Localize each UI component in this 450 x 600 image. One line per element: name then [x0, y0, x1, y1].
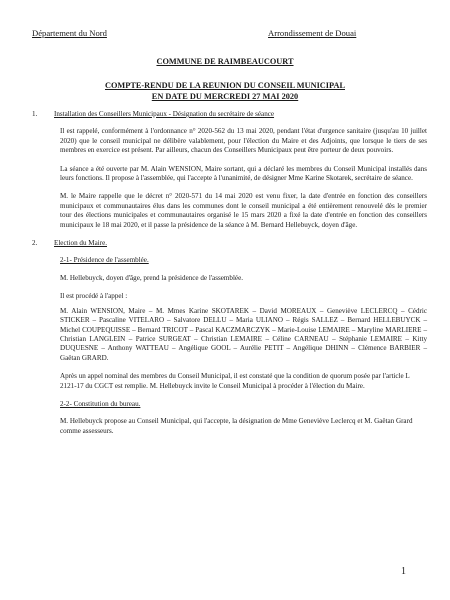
roll-call-names: M. Alain WENSION, Maire – M. Mmes Karine SKOTAREK – David MOREAUX – Geneviève LECLERCQ – Cédric STICKER – Pascaline VITELARO – Salvatore DELLU – Maria ULIANO – Régis SALLEZ – Bernard HELLEBUYCK – Michel COUPEQUISSE – Bernard TRICOT – Pascal KACZMARCZYK – Marie-Louise LEMAIRE – Maryline MARLIERE – Christian LANGLEIN – Patrice SURGEAT – Christian LEMAIRE – Céline CARNEAU – Stéphanie LEMAIRE – Kitty DUQUESNE – Anthony WATTEAU – Angélique GOOL – Aurélie PETIT – Angélique DHINN – Clémence BARBIER – Gaëtan GRARD.	[60, 306, 427, 362]
section-number: 2.	[32, 239, 38, 248]
subsection-title: 2-2- Constitution du bureau.	[60, 399, 141, 408]
section-2-heading	[32, 239, 427, 248]
document-titles	[0, 56, 450, 102]
header-department: Département du Nord	[32, 28, 107, 38]
section-1-heading	[32, 110, 427, 119]
paragraph: Après un appel nominal des membres du Conseil Municipal, il est constaté que la condition de quorum posée par l'article L 2121-17 du CGCT est remplie. M. Hellebuyck invite le Conseil Municipal à procéder à l'élection du Maire.	[60, 372, 410, 390]
section-title: Installation des Conseillers Municipaux - Désignation du secrétaire de séance	[54, 110, 275, 118]
report-title-line1: COMPTE-RENDU DE LA REUNION DU CONSEIL MUNICIPAL	[104, 81, 345, 90]
paragraph: Il est rappelé, conformément à l'ordonnance n° 2020-562 du 13 mai 2020, pendant l'état d'urgence sanitaire (jusqu'au 10 juillet 2020) que le conseil municipal ne délibère valablement, pour l'élection du Maire et des Adjoints, que lorsque le tiers de ses membres en exercice est présent. Par ailleurs, chacun des Conseillers Municipaux peut être porteur de deux pouvoirs.	[60, 127, 427, 155]
paragraph: M. le Maire rappelle que le décret n° 2020-571 du 14 mai 2020 est venu fixer, la date d'entrée en fonction des conseillers municipaux et communautaires élus dans les communes dont le conseil municipal a été entièrement renouvelé dès le premier tour des élections municipales et communautaires organisé le 15 mars 2020 a fixé la date d'entrée en fonction des conseillers municipaux le 18 mai 2020, et il passe la présidence de la séance à M. Bernard Hellebuyck, doyen d'âge.	[60, 192, 427, 229]
header-arrondissement: Arrondissement de Douai	[268, 28, 357, 38]
section-number: 1.	[32, 110, 38, 118]
page-number: 1	[401, 566, 406, 577]
roll-call	[60, 292, 427, 363]
section-title: Election du Maire.	[54, 239, 107, 248]
paragraph: La séance a été ouverte par M. Alain WENSION, Maire sortant, qui a déclaré les membres du Conseil Municipal installés dans leurs fonctions. Il propose à l'assemblée, qui l'accepte à l'unanimité, de désigner Mme Karine Skotarek, secrétaire de séance.	[60, 164, 427, 183]
commune-title: COMMUNE DE RAIMBEAUCOURT	[156, 57, 294, 66]
roll-call-intro: Il est procédé à l'appel :	[60, 292, 128, 301]
paragraph: M. Hellebuyck propose au Conseil Municipal, qui l'accepte, la désignation de Mme Geneviève Leclercq et M. Gaëtan Grard comme assesseurs.	[60, 417, 413, 435]
subsection-title: 2-1- Présidence de l'assemblée.	[60, 256, 149, 265]
report-title-line2: EN DATE DU MERCREDI 27 MAI 2020	[151, 92, 299, 101]
document-body	[32, 110, 427, 445]
paragraph: M. Hellebuyck, doyen d'âge, prend la présidence de l'assemblée.	[60, 273, 243, 282]
